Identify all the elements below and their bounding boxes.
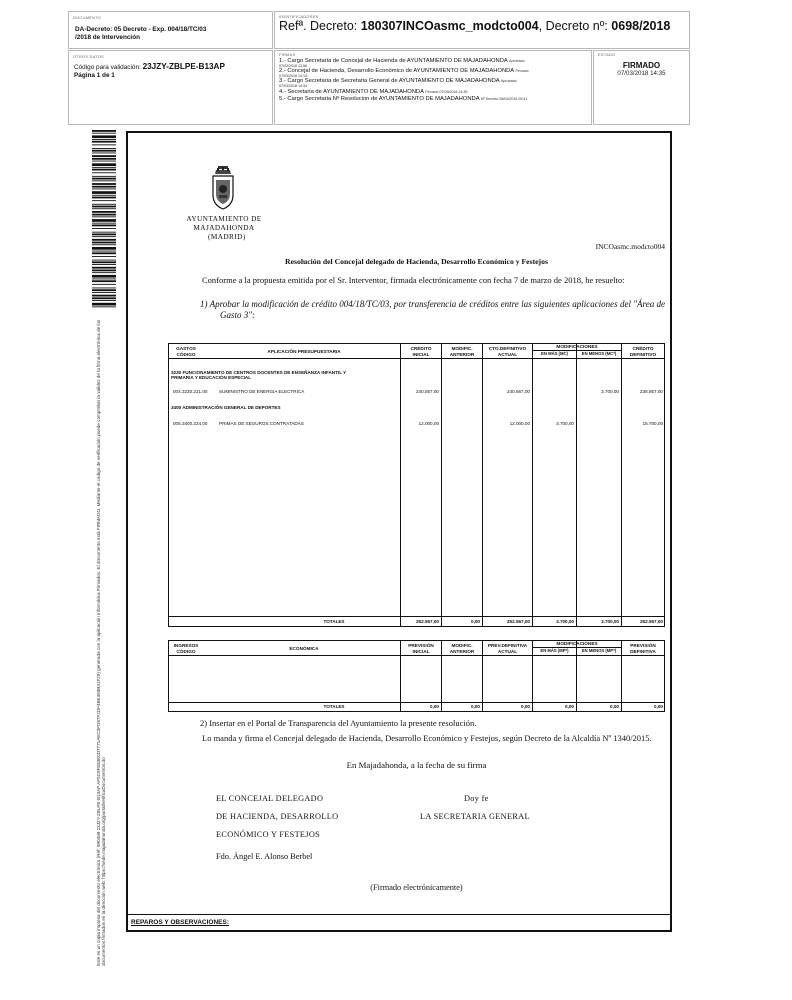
- documento-label: DOCUMENTO: [73, 15, 101, 20]
- th-economica: ECONÓMICA: [289, 646, 319, 651]
- ing-tot-menos: 0,00: [610, 704, 619, 709]
- reparos-observaciones: REPAROS Y OBSERVACIONES:: [128, 914, 670, 930]
- firma-item: 2.- Concejal de Hacienda, Desarrollo Económico de AYUNTAMIENTO DE MAJADAHONDA Firmado 07/03/2018 14:14: [279, 68, 529, 78]
- resolution-item-2: 2) Insertar en el Portal de Transparencia del Ayuntamiento la presente resolución.: [200, 718, 477, 728]
- th-modificaciones: MODIFICACIONES: [556, 344, 598, 349]
- ing-tot-definitiva: 0,00: [654, 704, 663, 709]
- th-modificaciones: MODIFICACIONES: [556, 641, 598, 646]
- firmas-label: FIRMAS: [279, 52, 296, 57]
- firmas-box: [274, 50, 592, 125]
- otros-label: OTROS DATOS: [73, 54, 104, 59]
- firma-item: 1.- Cargo Secretaria de Concejal de Hacienda de AYUNTAMIENTO DE MAJADAHONDA Aprobado 07/03/2018 13:56: [279, 58, 525, 68]
- ing-tot-actual: 0,00: [521, 704, 530, 709]
- place-date: En Majadahonda, a la fecha de su firma: [346, 760, 487, 770]
- th-modific-anterior: MODIFIC. ANTERIOR: [449, 346, 475, 357]
- ayuntamiento-name: AYUNTAMIENTO DE MAJADAHONDA (MADRID): [186, 214, 262, 241]
- tot-inicial: 252.567,00: [416, 619, 439, 624]
- th-prev-definitiva: PREV.DEFINITIVA ACTUAL: [487, 643, 528, 654]
- estado-label: ESTADO: [598, 52, 616, 57]
- signature-left: EL CONCEJAL DELEGADO DE HACIENDA, DESARROLLO ECONÓMICO Y FESTEJOS: [216, 794, 339, 839]
- mandate-paragraph: Lo manda y firma el Concejal delegado de Hacienda, Desarrollo Económico y Festejos, según Decreto de la Alcaldía Nº 1340/2015.: [202, 733, 652, 743]
- totales-label: TOTALES: [323, 704, 345, 709]
- identificadores-label: IDENTIFICADORES: [279, 14, 319, 19]
- identificadores-box: [274, 11, 690, 49]
- th-en-menos: EN MENOS (MC*): [581, 351, 617, 356]
- th-gastos: GASTOS CÓDIGO: [176, 346, 196, 357]
- ing-tot-inicial: 0,00: [430, 704, 439, 709]
- firmas-list: [279, 58, 591, 102]
- gastos-table: [168, 343, 665, 627]
- th-cto-definitivo: CTO.DEFINITIVO ACTUAL: [488, 346, 527, 357]
- th-en-mas: EN MÁS (MP*): [540, 648, 569, 653]
- th-credito-inicial: CRÉDITO INICIAL: [410, 346, 432, 357]
- barcode: [92, 130, 116, 308]
- signer-name: Fdo. Ángel E. Alonso Berbel: [216, 852, 313, 861]
- coat-of-arms-icon: [208, 165, 238, 211]
- signature-right: Doy fe LA SECRETARIA GENERAL: [420, 794, 530, 821]
- ingresos-table: [168, 640, 665, 712]
- th-en-menos: EN MENOS (MP*): [581, 648, 617, 653]
- header-divider: [169, 358, 664, 359]
- th-modific-anterior: MODIFIC. ANTERIOR: [449, 643, 475, 654]
- totals-divider: [169, 616, 664, 617]
- tot-mas: 3.700,00: [556, 619, 574, 624]
- ing-tot-mas: 0,00: [565, 704, 574, 709]
- electronic-signature-note: (Firmado electrónicamente): [370, 883, 463, 892]
- tot-menos: 3.700,00: [601, 619, 619, 624]
- documento-value: DA-Decreto: 05 Decreto - Exp. 004/18/TC/03 /2018 de Intervención: [75, 26, 207, 41]
- row1-actual: 240.567,00: [507, 389, 530, 394]
- tot-actual: 252.567,00: [507, 619, 530, 624]
- tot-anterior: 0,00: [471, 619, 480, 624]
- th-en-mas: EN MÁS (MC): [541, 351, 568, 356]
- grupo-3230: 3230 FUNCIONAMIENTO DE CENTROS DOCENTES DE ENSEÑANZA INFANTIL Y PRIMARIA Y EDUCACIÓN ESPECIAL: [171, 370, 347, 381]
- otros-datos-box: [68, 50, 273, 125]
- tot-definitivo: 252.567,00: [640, 619, 663, 624]
- estado-value: FIRMADO: [622, 61, 661, 70]
- firma-item: 4.- Secretaria de AYUNTAMIENTO DE MAJADAHONDA Firmado 07/03/2018 14:35: [279, 89, 468, 95]
- verification-vertical-text: Este es un copia impresa del documento electrónico (Ref: 890489 23JZY-ZBLPE-B13AP AF5C9F833E0D7771AEC3FD87F2DF4BE493B31F29) generada con la aplicación informática Firmadoc. El documento está FIRMADO. Mediante el código de verificación puede comprobar la validez de la firma electrónica de los documentos firmados en la dirección web: https://sede.majadahonda.org/portal/verificaDocumentos.do: [96, 319, 107, 966]
- resolution-item-1: 1) Aprobar la modificación de crédito 004/18/TC/03, por transferencia de créditos entre las siguientes aplicaciones del "Área de Gasto 3":: [200, 299, 665, 320]
- firma-item: 3.- Cargo Secretaria de Secretaria General de AYUNTAMIENTO DE MAJADAHONDA Aprobado 07/03/2018 14:34: [279, 78, 517, 88]
- row1-inicial: 240.567,00: [416, 389, 439, 394]
- documento-box: [68, 11, 273, 49]
- th-prevision-inicial: PREVISIÓN INICIAL: [408, 643, 434, 654]
- intro-paragraph: Conforme a la propuesta emitida por el Sr. Interventor, firmada electrónicamente con fecha 7 de marzo de 2018, he resuelto:: [202, 275, 625, 285]
- ing-tot-anterior: 0,00: [471, 704, 480, 709]
- row1-definitivo: 236.867,00: [640, 389, 663, 394]
- estado-box: [593, 50, 690, 125]
- row2-mas: 3.700,00: [556, 421, 574, 426]
- table-row-desc: PRIMAS DE SEGUROS CONTRATADAS: [219, 421, 304, 426]
- estado-date: 07/03/2018 14:35: [617, 70, 666, 77]
- firma-item: 5.- Cargo Secretaria Nº Resolucion de AYUNTAMIENTO DE MAJADAHONDA Nº Decreto 08/03/2018 09:41: [279, 96, 528, 102]
- th-prevision-definitiva: PREVISIÓN DEFINITIVA: [630, 643, 656, 654]
- reference-code: INCOasmc.modcto004: [595, 242, 665, 251]
- table-row-desc: SUMINISTRO DE ENERGIA ELECTRICA: [219, 389, 305, 394]
- table-row-codigo: 005.3400.224.00: [173, 421, 208, 426]
- row2-inicial: 12.000,00: [418, 421, 439, 426]
- resolution-title: Resolución del Concejal delegado de Hacienda, Desarrollo Económico y Festejos: [285, 257, 548, 266]
- th-aplicacion: APLICACIÓN PRESUPUESTARIA: [267, 349, 341, 354]
- validation-code: Código para validación: 23JZY-ZBLPE-B13AP Página 1 de 1: [74, 62, 225, 79]
- totales-label: TOTALES: [323, 619, 345, 624]
- row1-menos: 3.700,00: [601, 389, 619, 394]
- decreto-identifier: Refª. Decreto: 180307INCOasmc_modcto004, Decreto nº: 0698/2018: [279, 19, 671, 33]
- table-row-codigo: 004.3230.221.00: [173, 389, 208, 394]
- row2-actual: 12.000,00: [509, 421, 530, 426]
- th-ingresos: INGRESOS CÓDIGO: [173, 643, 199, 654]
- th-credito-definitivo: CRÉDITO DEFINITIVO: [629, 346, 657, 357]
- grupo-3400: 3400 ADMINISTRACIÓN GENERAL DE DEPORTES: [171, 405, 281, 410]
- row2-definitivo: 15.700,00: [642, 421, 663, 426]
